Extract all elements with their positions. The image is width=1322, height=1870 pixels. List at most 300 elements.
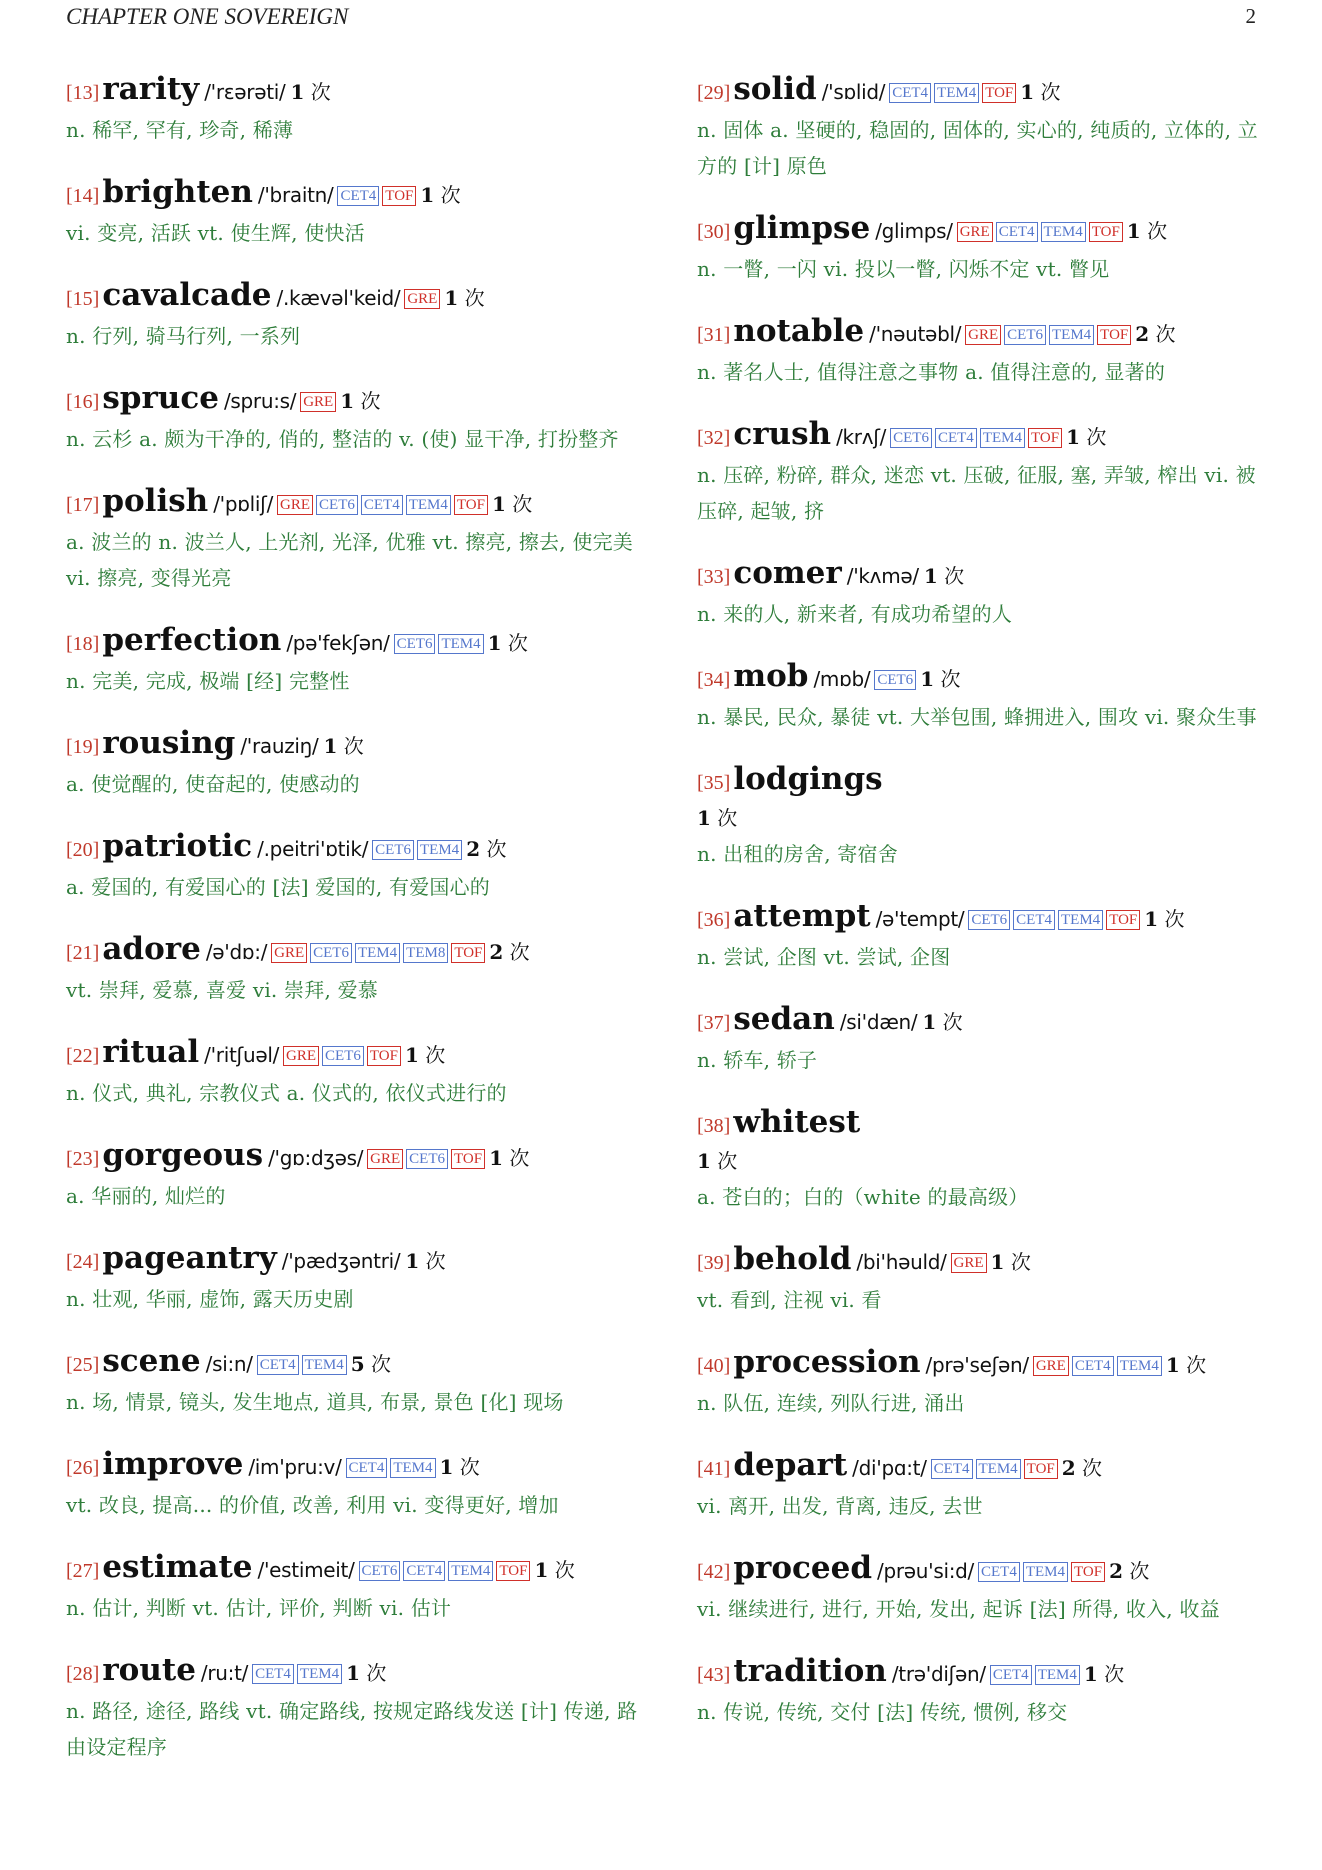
exam-tag-cet4: CET4 <box>990 1665 1032 1685</box>
occurrence-count <box>405 1043 445 1067</box>
entry-word: spruce <box>102 380 219 416</box>
vocab-entry <box>66 1550 638 1626</box>
entry-definition: n. 压碎, 粉碎, 群众, 迷恋 vt. 压破, 征服, 塞, 弄皱, 榨出 vi. 被压碎, 起皱, 挤 <box>697 463 1256 523</box>
vocab-entry <box>697 659 1269 735</box>
exam-tags <box>951 1254 990 1273</box>
exam-tag-tem4: TEM4 <box>448 1561 493 1581</box>
exam-tag-gre: GRE <box>965 325 1001 345</box>
entry-word: comer <box>733 555 842 591</box>
exam-tag-tem4: TEM4 <box>1035 1665 1080 1685</box>
entry-word: route <box>102 1652 196 1688</box>
exam-tag-cet4: CET4 <box>996 222 1038 242</box>
entry-headline <box>697 659 1269 698</box>
entry-pronunciation: /'nəutəbl/ <box>869 322 962 346</box>
exam-tag-cet6: CET6 <box>406 1149 448 1169</box>
exam-tag-tem4: TEM4 <box>297 1664 342 1684</box>
count-unit: 次 <box>1075 1456 1103 1480</box>
entry-index: [30] <box>697 221 731 243</box>
entry-headline <box>697 1448 1269 1487</box>
count-number: 1 <box>439 1455 454 1479</box>
entry-index: [26] <box>66 1457 100 1479</box>
occurrence-count <box>534 1558 574 1582</box>
entry-pronunciation: /bi'həuld/ <box>856 1250 947 1274</box>
count-unit: 次 <box>419 1249 446 1273</box>
exam-tags <box>300 393 339 412</box>
count-number: 1 <box>923 564 938 588</box>
exam-tags <box>1033 1357 1165 1376</box>
entry-headline <box>66 932 638 971</box>
entry-headline <box>66 726 638 765</box>
exam-tags <box>257 1356 350 1375</box>
occurrence-count <box>488 631 528 655</box>
entry-headline <box>66 175 638 214</box>
exam-tags <box>978 1563 1108 1582</box>
entry-headline <box>697 1345 1269 1384</box>
count-unit: 次 <box>354 389 381 413</box>
exam-tag-cet6: CET6 <box>890 428 932 448</box>
entry-headline <box>697 762 1269 835</box>
entry-word: estimate <box>102 1549 253 1585</box>
entry-word: solid <box>733 71 817 107</box>
exam-tag-cet4: CET4 <box>935 428 977 448</box>
exam-tags <box>277 496 491 515</box>
count-number: 1 <box>346 1661 361 1685</box>
count-unit: 次 <box>1123 1559 1150 1583</box>
count-unit: 次 <box>1034 80 1061 104</box>
entry-definition: n. 行列, 骑马行列, 一系列 <box>66 324 301 348</box>
occurrence-count <box>340 389 380 413</box>
entry-pronunciation: /'pɒliʃ/ <box>213 492 274 516</box>
occurrence-count <box>1109 1559 1149 1583</box>
vocab-entry <box>66 623 638 699</box>
exam-tag-cet6: CET6 <box>316 495 358 515</box>
exam-tag-tem4: TEM4 <box>934 83 979 103</box>
entry-pronunciation: /.kævəl'keid/ <box>276 286 401 310</box>
occurrence-count <box>697 1144 1269 1178</box>
count-unit: 次 <box>1158 907 1185 931</box>
occurrence-count <box>1062 1456 1102 1480</box>
entry-index: [24] <box>66 1251 100 1273</box>
entry-word: scene <box>102 1343 201 1379</box>
exam-tags <box>271 944 488 963</box>
occurrence-count <box>1020 80 1060 104</box>
count-unit: 次 <box>503 940 530 964</box>
exam-tag-tem4: TEM4 <box>1023 1562 1068 1582</box>
entry-headline <box>697 1242 1269 1281</box>
vocab-entry <box>697 1002 1269 1078</box>
entry-definition: vt. 崇拜, 爱慕, 喜爱 vi. 崇拜, 爱慕 <box>66 978 378 1002</box>
count-number: 1 <box>534 1558 549 1582</box>
count-number: 1 <box>444 286 459 310</box>
exam-tag-gre: GRE <box>404 289 440 309</box>
count-number: 2 <box>489 940 504 964</box>
entry-word: polish <box>102 483 209 519</box>
count-unit: 次 <box>434 183 461 207</box>
entry-headline <box>66 1241 638 1280</box>
entry-word: adore <box>102 931 201 967</box>
page-header <box>66 4 1256 34</box>
entry-index: [41] <box>697 1458 731 1480</box>
count-number: 2 <box>1061 1456 1076 1480</box>
exam-tag-gre: GRE <box>283 1046 319 1066</box>
entry-definition: n. 固体 a. 坚硬的, 稳固的, 固体的, 实心的, 纯质的, 立体的, 立方的 [计] 原色 <box>697 118 1258 178</box>
chapter-title: CHAPTER ONE SOVEREIGN <box>66 4 349 29</box>
entry-headline <box>66 278 638 317</box>
entry-pronunciation: /si:n/ <box>205 1352 253 1376</box>
entry-headline <box>697 1105 1269 1178</box>
vocab-entry <box>697 1551 1269 1627</box>
count-number: 1 <box>340 389 355 413</box>
entry-definition: n. 场, 情景, 镜头, 发生地点, 道具, 布景, 景色 [化] 现场 <box>66 1390 564 1414</box>
exam-tag-cet6: CET6 <box>359 1561 401 1581</box>
count-number: 1 <box>404 1043 419 1067</box>
entry-definition: vi. 继续进行, 进行, 开始, 发出, 起诉 [法] 所得, 收入, 收益 <box>697 1597 1220 1621</box>
entry-pronunciation: /'gɒ:dʒəs/ <box>268 1146 364 1170</box>
exam-tags <box>957 223 1126 242</box>
vocab-entry <box>66 932 638 1008</box>
entry-word: mob <box>733 658 809 694</box>
vocab-entry <box>66 278 638 354</box>
exam-tag-tof: TOF <box>496 1561 530 1581</box>
occurrence-count <box>1166 1353 1206 1377</box>
left-column <box>66 72 638 1792</box>
entry-index: [22] <box>66 1045 100 1067</box>
entry-word: rousing <box>102 725 236 761</box>
exam-tag-tem4: TEM4 <box>1049 325 1094 345</box>
occurrence-count <box>351 1352 391 1376</box>
count-number: 1 <box>697 1149 711 1173</box>
entry-index: [21] <box>66 942 100 964</box>
entry-word: patriotic <box>102 828 253 864</box>
exam-tag-tem4: TEM4 <box>438 634 483 654</box>
exam-tag-cet6: CET6 <box>322 1046 364 1066</box>
occurrence-count <box>991 1250 1031 1274</box>
count-unit: 次 <box>710 1149 738 1173</box>
occurrence-count <box>466 837 506 861</box>
entry-definition: a. 使觉醒的, 使奋起的, 使感动的 <box>66 772 360 796</box>
entry-definition: n. 云杉 a. 颇为干净的, 俏的, 整洁的 v. (使) 显干净, 打扮整齐 <box>66 427 619 451</box>
count-number: 1 <box>1083 1662 1098 1686</box>
entry-word: perfection <box>102 622 282 658</box>
exam-tag-gre: GRE <box>367 1149 403 1169</box>
count-number: 1 <box>1144 907 1159 931</box>
count-number: 1 <box>1165 1353 1180 1377</box>
entry-headline <box>66 1653 638 1692</box>
exam-tags <box>404 290 443 309</box>
exam-tag-tem4: TEM4 <box>976 1459 1021 1479</box>
exam-tag-cet6: CET6 <box>394 634 436 654</box>
exam-tag-tof: TOF <box>1071 1562 1105 1582</box>
count-unit: 次 <box>1079 425 1107 449</box>
exam-tag-cet6: CET6 <box>874 670 916 690</box>
count-number: 1 <box>1126 219 1141 243</box>
count-unit: 次 <box>337 734 364 758</box>
entry-definition: n. 路径, 途径, 路线 vt. 确定路线, 按规定路线发送 [计] 传递, 路由设定程序 <box>66 1699 638 1759</box>
entry-index: [29] <box>697 82 731 104</box>
exam-tags <box>283 1047 404 1066</box>
exam-tag-tem4: TEM4 <box>390 1458 435 1478</box>
entry-pronunciation: /glimps/ <box>875 219 953 243</box>
entry-index: [34] <box>697 669 731 691</box>
entry-headline <box>697 417 1269 456</box>
exam-tag-cet4: CET4 <box>346 1458 388 1478</box>
vocab-entry <box>697 1345 1269 1421</box>
entry-pronunciation: /'estimeit/ <box>257 1558 355 1582</box>
entry-definition: vi. 变亮, 活跃 vt. 使生辉, 使快活 <box>66 221 365 245</box>
exam-tag-cet4: CET4 <box>1072 1356 1114 1376</box>
count-unit: 次 <box>503 1146 530 1170</box>
entry-definition: a. 爱国的, 有爱国心的 [法] 爱国的, 有爱国心的 <box>66 875 490 899</box>
entry-headline <box>66 484 638 523</box>
count-unit: 次 <box>1149 322 1176 346</box>
entry-definition: n. 著名人士, 值得注意之事物 a. 值得注意的, 显著的 <box>697 360 1166 384</box>
page-number: 2 <box>1245 4 1256 28</box>
entry-pronunciation: /ə'tempt/ <box>875 907 965 931</box>
entry-definition: n. 传说, 传统, 交付 [法] 传统, 惯例, 移交 <box>697 1700 1068 1724</box>
entry-index: [35] <box>697 772 731 794</box>
count-number: 1 <box>920 667 935 691</box>
entry-definition: n. 仪式, 典礼, 宗教仪式 a. 仪式的, 依仪式进行的 <box>66 1081 507 1105</box>
entry-headline <box>66 829 638 868</box>
occurrence-count <box>1066 425 1106 449</box>
exam-tag-tof: TOF <box>382 186 416 206</box>
exam-tag-cet6: CET6 <box>310 943 352 963</box>
entry-pronunciation: /prə'seʃən/ <box>925 1353 1029 1377</box>
exam-tag-cet4: CET4 <box>931 1459 973 1479</box>
vocab-entry <box>697 1448 1269 1524</box>
vocab-entry <box>66 484 638 596</box>
entry-word: attempt <box>733 898 871 934</box>
exam-tag-tof: TOF <box>1097 325 1131 345</box>
count-unit: 次 <box>1140 219 1168 243</box>
exam-tag-tem4: TEM4 <box>406 495 451 515</box>
count-number: 2 <box>1109 1559 1124 1583</box>
entry-index: [31] <box>697 324 731 346</box>
vocab-entry <box>697 314 1269 390</box>
entry-word: improve <box>102 1446 244 1482</box>
entry-pronunciation: /'braitn/ <box>257 183 334 207</box>
count-number: 2 <box>1135 322 1150 346</box>
count-unit: 次 <box>458 286 485 310</box>
entry-pronunciation: /trə'diʃən/ <box>891 1662 986 1686</box>
entry-index: [23] <box>66 1148 100 1170</box>
occurrence-count <box>440 1455 480 1479</box>
entry-definition: n. 出租的房舍, 寄宿舍 <box>697 842 898 866</box>
entry-headline <box>697 1551 1269 1590</box>
count-number: 2 <box>466 837 481 861</box>
entry-index: [27] <box>66 1560 100 1582</box>
vocab-entry <box>697 211 1269 287</box>
entry-definition: n. 队伍, 连续, 列队行进, 涌出 <box>697 1391 965 1415</box>
entry-word: procession <box>733 1344 921 1380</box>
occurrence-count <box>492 492 532 516</box>
entry-index: [38] <box>697 1115 731 1137</box>
entry-headline <box>66 1344 638 1383</box>
exam-tag-cet4: CET4 <box>252 1664 294 1684</box>
vocab-entry <box>697 72 1269 184</box>
vocab-entry <box>697 1242 1269 1318</box>
entry-word: behold <box>733 1241 852 1277</box>
exam-tag-cet4: CET4 <box>337 186 379 206</box>
vocab-entry <box>697 1654 1269 1730</box>
count-number: 1 <box>487 631 502 655</box>
exam-tag-cet4: CET4 <box>361 495 403 515</box>
exam-tag-tof: TOF <box>1024 1459 1058 1479</box>
exam-tag-cet4: CET4 <box>978 1562 1020 1582</box>
entry-pronunciation: /krʌʃ/ <box>836 425 887 449</box>
entry-index: [20] <box>66 839 100 861</box>
vocab-entry <box>66 1653 638 1765</box>
exam-tag-tem4: TEM4 <box>417 840 462 860</box>
entry-headline <box>697 1002 1269 1041</box>
count-unit: 次 <box>936 1010 963 1034</box>
occurrence-count <box>1144 907 1184 931</box>
entry-headline <box>697 1654 1269 1693</box>
exam-tag-tem4: TEM4 <box>1117 1356 1162 1376</box>
exam-tag-tof: TOF <box>982 83 1016 103</box>
occurrence-count <box>924 564 964 588</box>
count-unit: 次 <box>501 631 528 655</box>
entry-pronunciation: /'pædʒəntri/ <box>281 1249 401 1273</box>
count-unit: 次 <box>505 492 533 516</box>
entry-word: glimpse <box>733 210 871 246</box>
entry-headline <box>697 211 1269 250</box>
exam-tags <box>874 671 919 690</box>
exam-tag-cet6: CET6 <box>1004 325 1046 345</box>
entry-definition: n. 暴民, 民众, 暴徒 vt. 大举包围, 蜂拥进入, 围攻 vi. 聚众生事 <box>697 705 1257 729</box>
entry-word: lodgings <box>733 761 883 797</box>
entry-headline <box>66 623 638 662</box>
entry-pronunciation: /im'pru:v/ <box>248 1455 342 1479</box>
exam-tag-tem4: TEM4 <box>355 943 400 963</box>
entry-index: [39] <box>697 1252 731 1274</box>
entry-word: ritual <box>102 1034 200 1070</box>
exam-tags <box>367 1150 488 1169</box>
exam-tag-cet4: CET4 <box>889 83 931 103</box>
entry-word: cavalcade <box>102 277 272 313</box>
vocab-entry <box>66 175 638 251</box>
occurrence-count <box>1127 219 1167 243</box>
vocab-entry <box>697 899 1269 975</box>
entry-headline <box>66 1550 638 1589</box>
occurrence-count <box>489 940 529 964</box>
exam-tag-tof: TOF <box>1089 222 1123 242</box>
count-number: 5 <box>350 1352 365 1376</box>
vocab-entry <box>66 1035 638 1111</box>
occurrence-count <box>405 1249 445 1273</box>
entry-definition: vt. 改良, 提高... 的价值, 改善, 利用 vi. 变得更好, 增加 <box>66 1493 559 1517</box>
entry-word: brighten <box>102 174 253 210</box>
entry-pronunciation: /ə'dɒ:/ <box>205 940 268 964</box>
entry-definition: a. 波兰的 n. 波兰人, 上光剂, 光泽, 优雅 vt. 擦亮, 擦去, 使完美 vi. 擦亮, 变得光亮 <box>66 530 633 590</box>
count-unit: 次 <box>548 1558 575 1582</box>
exam-tag-tof: TOF <box>454 495 488 515</box>
vocab-entry <box>66 1447 638 1523</box>
entry-index: [19] <box>66 736 100 758</box>
exam-tag-tem4: TEM4 <box>1058 910 1103 930</box>
count-unit: 次 <box>1179 1353 1207 1377</box>
entry-word: whitest <box>733 1104 861 1140</box>
count-number: 1 <box>697 806 711 830</box>
exam-tag-cet4: CET4 <box>403 1561 445 1581</box>
exam-tag-tem8: TEM8 <box>403 943 448 963</box>
entry-word: tradition <box>733 1653 887 1689</box>
entry-definition: n. 轿车, 轿子 <box>697 1048 818 1072</box>
entry-pronunciation: /'kʌmə/ <box>846 564 919 588</box>
count-number: 1 <box>420 183 435 207</box>
exam-tag-gre: GRE <box>277 495 313 515</box>
entry-definition: n. 估计, 判断 vt. 估计, 评价, 判断 vi. 估计 <box>66 1596 452 1620</box>
exam-tag-tem4: TEM4 <box>1041 222 1086 242</box>
occurrence-count <box>920 667 960 691</box>
entry-headline <box>697 556 1269 595</box>
count-unit: 次 <box>710 806 738 830</box>
entry-index: [42] <box>697 1561 731 1583</box>
exam-tag-gre: GRE <box>957 222 993 242</box>
entry-index: [33] <box>697 566 731 588</box>
exam-tag-cet6: CET6 <box>968 910 1010 930</box>
right-column <box>697 72 1269 1757</box>
count-number: 1 <box>323 734 338 758</box>
entry-pronunciation: /si'dæn/ <box>839 1010 918 1034</box>
count-number: 1 <box>405 1249 420 1273</box>
entry-pronunciation: /di'pɑ:t/ <box>852 1456 927 1480</box>
vocab-entry <box>697 417 1269 529</box>
entry-index: [18] <box>66 633 100 655</box>
entry-definition: n. 尝试, 企图 vt. 尝试, 企图 <box>697 945 951 969</box>
entry-index: [43] <box>697 1664 731 1686</box>
occurrence-count <box>1135 322 1175 346</box>
exam-tag-cet4: CET4 <box>1013 910 1055 930</box>
entry-pronunciation: /pə'fekʃən/ <box>286 631 390 655</box>
exam-tag-tof: TOF <box>1106 910 1140 930</box>
count-unit: 次 <box>1004 1250 1031 1274</box>
vocab-entry <box>66 72 638 148</box>
exam-tags <box>931 1460 1061 1479</box>
count-number: 1 <box>1066 425 1080 449</box>
entry-index: [16] <box>66 391 100 413</box>
occurrence-count <box>444 286 484 310</box>
exam-tag-tof: TOF <box>451 943 485 963</box>
entry-pronunciation: /.peitri'ɒtik/ <box>257 837 369 861</box>
exam-tags <box>889 84 1019 103</box>
exam-tags <box>394 635 487 654</box>
occurrence-count <box>922 1010 962 1034</box>
entry-definition: n. 一瞥, 一闪 vi. 投以一瞥, 闪烁不定 vt. 瞥见 <box>697 257 1110 281</box>
occurrence-count <box>346 1661 386 1685</box>
vocab-entry <box>66 1138 638 1214</box>
count-number: 1 <box>491 492 506 516</box>
vocab-entry <box>66 1344 638 1420</box>
count-number: 1 <box>922 1010 937 1034</box>
vocab-entry <box>66 1241 638 1317</box>
entry-pronunciation: /'rɛərəti/ <box>204 80 286 104</box>
count-unit: 次 <box>304 80 331 104</box>
exam-tag-tof: TOF <box>1028 428 1062 448</box>
occurrence-count <box>290 80 330 104</box>
entry-definition: n. 稀罕, 罕有, 珍奇, 稀薄 <box>66 118 294 142</box>
vocab-entry <box>66 829 638 905</box>
entry-definition: n. 来的人, 新来者, 有成功希望的人 <box>697 602 1013 626</box>
exam-tag-tof: TOF <box>451 1149 485 1169</box>
count-number: 1 <box>290 80 305 104</box>
exam-tag-gre: GRE <box>1033 1356 1069 1376</box>
count-unit: 次 <box>480 837 507 861</box>
exam-tag-gre: GRE <box>271 943 307 963</box>
entry-index: [40] <box>697 1355 731 1377</box>
exam-tag-cet6: CET6 <box>372 840 414 860</box>
exam-tags <box>890 429 1065 448</box>
